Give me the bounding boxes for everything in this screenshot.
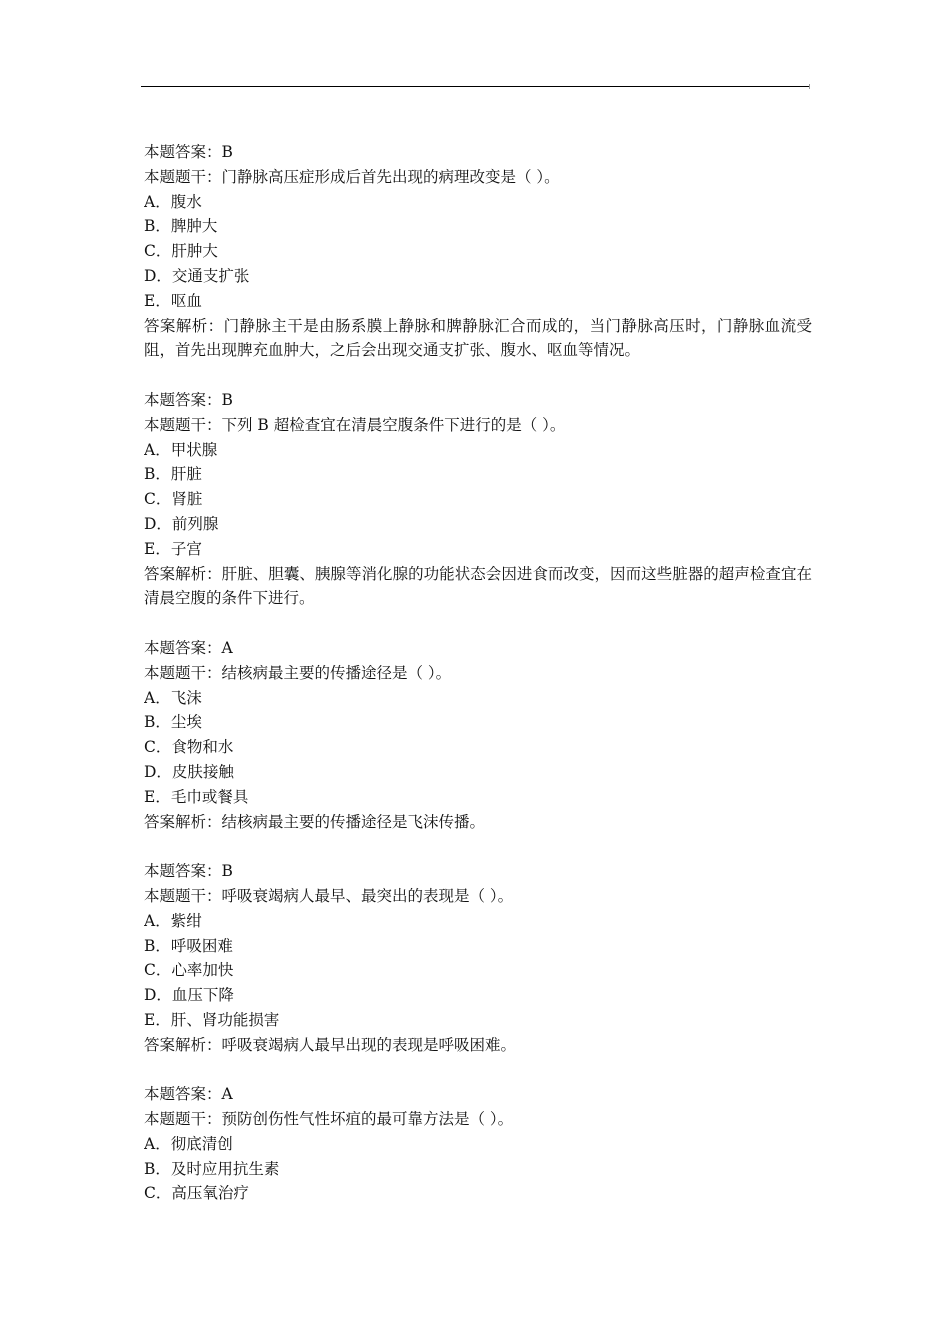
option-a: A．腹水 bbox=[144, 192, 202, 211]
answer-line: 本题答案：B bbox=[144, 390, 233, 409]
question-stem: 本题题干：预防创伤性气性坏疽的最可靠方法是（ ）。 bbox=[144, 1110, 514, 1129]
option-b: B．尘埃 bbox=[144, 713, 202, 732]
option-d: D．交通支扩张 bbox=[144, 266, 250, 285]
option-e: E．子宫 bbox=[144, 539, 202, 558]
option-a: A．紫绀 bbox=[144, 911, 202, 930]
option-d: D．前列腺 bbox=[144, 514, 219, 533]
answer-analysis: 答案解析：门静脉主干是由肠系膜上静脉和脾静脉汇合而成的，当门静脉高压时，门静脉血流受阻，首先出现脾充血肿大，之后会出现交通支扩张、腹水、呕血等情况。 bbox=[144, 316, 812, 360]
option-a: A．甲状腺 bbox=[144, 440, 218, 459]
option-c: C．肾脏 bbox=[144, 490, 203, 509]
answer-line: 本题答案：A bbox=[144, 638, 233, 657]
question-block-5 bbox=[144, 1082, 812, 1206]
option-c: C．高压氧治疗 bbox=[144, 1184, 249, 1203]
answer-line: 本题答案：A bbox=[144, 1085, 233, 1104]
option-c: C．心率加快 bbox=[144, 961, 234, 980]
option-e: E．肝、肾功能损害 bbox=[144, 1010, 280, 1029]
option-e: E．呕血 bbox=[144, 291, 202, 310]
question-block-1 bbox=[144, 140, 812, 363]
answer-analysis: 答案解析：结核病最主要的传播途径是飞沫传播。 bbox=[144, 812, 486, 831]
question-block-3 bbox=[144, 636, 812, 834]
option-a: A．彻底清创 bbox=[144, 1134, 233, 1153]
option-b: B．呼吸困难 bbox=[144, 936, 233, 955]
option-a: A．飞沫 bbox=[144, 688, 202, 707]
option-b: B．肝脏 bbox=[144, 465, 202, 484]
option-d: D．血压下降 bbox=[144, 986, 234, 1005]
option-b: B．脾肿大 bbox=[144, 217, 218, 236]
question-stem: 本题题干：结核病最主要的传播途径是（ ）。 bbox=[144, 663, 452, 682]
answer-analysis: 答案解析：肝脏、胆囊、胰腺等消化腺的功能状态会因进食而改变，因而这些脏器的超声检查宜在清晨空腹的条件下进行。 bbox=[144, 564, 812, 608]
question-stem: 本题题干：呼吸衰竭病人最早、最突出的表现是（ ）。 bbox=[144, 886, 514, 905]
question-stem: 本题题干：门静脉高压症形成后首先出现的病理改变是（ ）。 bbox=[144, 167, 560, 186]
option-c: C．肝肿大 bbox=[144, 242, 218, 261]
option-d: D．皮肤接触 bbox=[144, 762, 234, 781]
question-block-4 bbox=[144, 859, 812, 1057]
answer-line: 本题答案：B bbox=[144, 862, 233, 881]
question-stem: 本题题干：下列 B 超检查宜在清晨空腹条件下进行的是（ ）。 bbox=[144, 415, 566, 434]
question-list bbox=[144, 140, 812, 1231]
answer-analysis: 答案解析：呼吸衰竭病人最早出现的表现是呼吸困难。 bbox=[144, 1035, 517, 1054]
option-e: E．毛巾或餐具 bbox=[144, 787, 249, 806]
option-c: C．食物和水 bbox=[144, 738, 234, 757]
option-b: B．及时应用抗生素 bbox=[144, 1159, 280, 1178]
question-block-2 bbox=[144, 388, 812, 611]
answer-line: 本题答案：B bbox=[144, 143, 233, 161]
header-rule bbox=[141, 86, 809, 87]
header-rule-end-mark bbox=[809, 84, 810, 89]
